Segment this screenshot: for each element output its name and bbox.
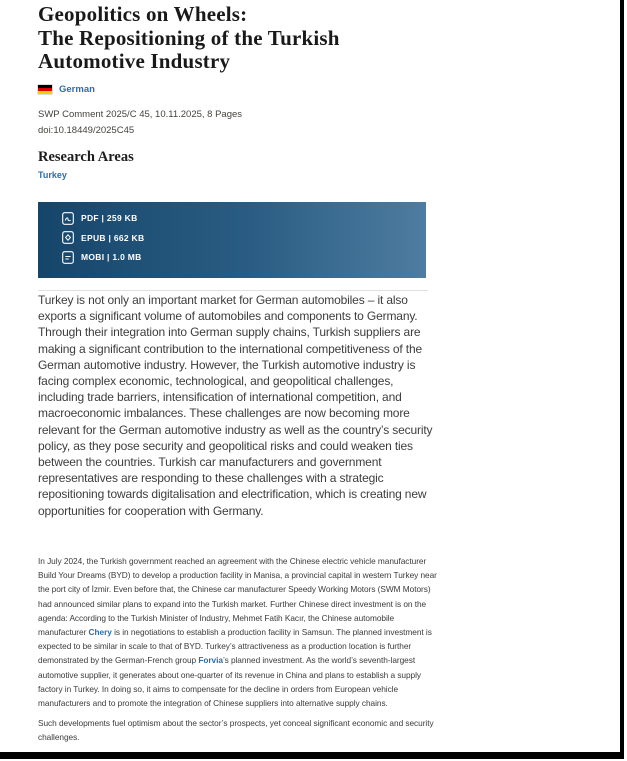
body-paragraph-1 bbox=[38, 554, 440, 710]
pdf-file-icon bbox=[62, 212, 74, 225]
body-p1-text-1: In July 2024, the Turkish government reached an agreement with the Chinese electric vehicle manufacturer Build Your Dreams (BYD) to develop a production facility in Manisa, a provincial capital in western Turkey near the port city of İzmir. Even before that, the Chinese car manufacturer Speedy Working Motors (SWM Motors) had announced similar plans to expand into the Turkish market. Further Chinese direct investment is on the agenda: According to the Turkish Minister of Industry, Mehmet Fatih Kacır, the Chinese automobile manufacturer bbox=[38, 556, 437, 638]
body-p1-text-2: is in negotiations to establish a production facility in Samsun. The planned investment is expected to be similar in scale to that of BYD. Turkey’s attractiveness as a production location is further demonstrated by the German-French group bbox=[38, 627, 432, 666]
download-pdf[interactable] bbox=[62, 211, 426, 225]
download-epub-label: EPUB | 662 KB bbox=[81, 232, 145, 243]
body-paragraph-2: Such developments fuel optimism about the sector’s prospects, yet conceal significant economic and security challenges. bbox=[38, 718, 434, 743]
mobi-file-icon bbox=[62, 251, 74, 264]
download-box bbox=[38, 202, 426, 278]
body-p1-text-3: ’s planned investment. As the world’s seventh-largest automotive supplier, it generates about one-quarter of its revenue in China and plans to establish a supply factory in Turkey. In doing so, it aims to compensate for the decline in orders from European vehicle manufacturers and to promote the integration of Chinese suppliers into alternative supply chains. bbox=[38, 655, 422, 709]
meta-line: SWP Comment 2025/C 45, 10.11.2025, 8 Pages bbox=[38, 109, 243, 120]
section-divider bbox=[38, 290, 428, 291]
download-epub[interactable] bbox=[62, 231, 426, 245]
download-mobi-label: MOBI | 1.0 MB bbox=[81, 252, 142, 262]
abstract-paragraph: Turkey is not only an important market for German automobiles – it also exports a significant volume of automobiles and components to Germany. Through their integration into German supply chains, Turkish suppliers are making a significant contribution to the international competitiveness of the German automotive industry. However, the Turkish automotive industry is facing complex economic, technological, and geopolitical challenges, including trade barriers, intensification of international competition, and macroeconomic imbalances. These challenges are now becoming more relevant for the German automotive industry as well as the country’s security policy, as they pose security and geopolitical risks and could weaken ties between the countries. Turkish car manufacturers and government representatives are responding to these challenges with a strategic repositioning towards digitalisation and electrification, which is creating new opportunities for cooperation with Germany. bbox=[38, 293, 433, 518]
language-label: German bbox=[59, 84, 95, 95]
title-line-2: The Repositioning of the Turkish bbox=[38, 25, 340, 50]
research-area-link-turkey[interactable]: Turkey bbox=[38, 170, 67, 180]
german-flag-icon bbox=[38, 85, 52, 94]
research-areas-heading: Research Areas bbox=[38, 149, 134, 165]
epub-file-icon bbox=[62, 231, 74, 244]
download-mobi[interactable] bbox=[62, 250, 426, 264]
screenshot-right-border bbox=[620, 0, 624, 757]
publication-title bbox=[38, 3, 340, 74]
body-text bbox=[38, 554, 440, 745]
title-line-3: Automotive Industry bbox=[38, 49, 231, 73]
screenshot-bottom-border bbox=[0, 752, 624, 759]
language-switch-german[interactable] bbox=[38, 84, 95, 95]
publication-meta bbox=[38, 107, 242, 139]
download-pdf-label: PDF | 259 KB bbox=[81, 213, 138, 223]
chery-link[interactable]: Chery bbox=[88, 627, 112, 638]
forvia-link[interactable]: Forvia bbox=[198, 655, 223, 666]
title-line-1: Geopolitics on Wheels: bbox=[38, 2, 248, 26]
doi-line: doi:10.18449/2025C45 bbox=[38, 125, 135, 136]
